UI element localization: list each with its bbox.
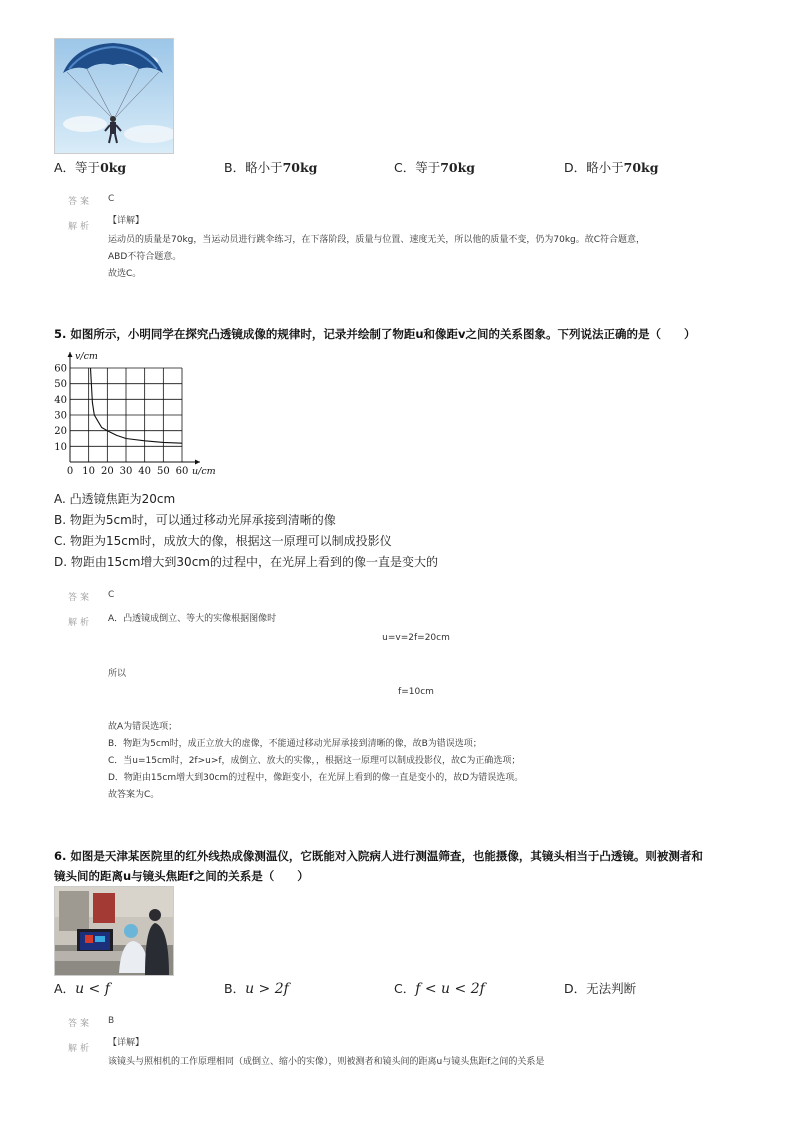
x-tick-label: 20 bbox=[100, 466, 114, 477]
q5-answer-value: C bbox=[108, 590, 115, 600]
q4-explanation bbox=[108, 213, 768, 283]
thermal-camera-photo bbox=[54, 886, 174, 976]
q5-stem: 5. 如图所示，小明同学在探究凸透镜成像的规律时，记录并绘制了物距u和像距v之间的关系图象。下列说法正确的是（ ） bbox=[54, 327, 696, 341]
q4-explain-line: 【详解】 bbox=[108, 216, 145, 226]
x-tick-label: 10 bbox=[82, 466, 96, 477]
q5-option-b[interactable]: B. 物距为5cm时，可以通过移动光屏承接到清晰的像 bbox=[54, 513, 336, 527]
q5-option-c[interactable]: C. 物距为15cm时，成放大的像，根据这一原理可以制成投影仪 bbox=[54, 534, 392, 548]
q4-explain-line: 运动员的质量是70kg，当运动员进行跳伞练习，在下落阶段，质量与位置、速度无关，所以他的质量不变，仍为70kg。故C符合题意， bbox=[108, 235, 646, 245]
parachute-photo bbox=[54, 38, 174, 154]
y-tick-label: 30 bbox=[54, 410, 67, 422]
q4-explain-line: ABD不符合题意。 bbox=[108, 252, 182, 262]
x-tick-label: 30 bbox=[119, 466, 133, 477]
parachute-illustration bbox=[55, 39, 173, 153]
q6-explain-line: 该镜头与照相机的工作原理相同（成倒立、缩小的实像），则被测者和镜头间的距离u与镜头焦距f之间的关系是 bbox=[108, 1057, 545, 1067]
y-tick-label: 60 bbox=[54, 363, 67, 375]
q6-explanation bbox=[108, 1035, 768, 1071]
y-tick-label: 40 bbox=[54, 394, 67, 406]
x-tick-label: 0 bbox=[66, 466, 74, 477]
q5-explain-line: B．物距为5cm时，成正立放大的虚像，不能通过移动光屏承接到清晰的像，故B为错误选项； bbox=[108, 739, 482, 749]
q5-formula-1: u=v=2f=20cm bbox=[382, 633, 450, 643]
q5-explain-line: D．物距由15cm增大到30cm的过程中，像距变小，在光屏上看到的像一直是变小的，故D为错误选项。 bbox=[108, 773, 524, 783]
y-tick-label: 10 bbox=[54, 441, 67, 453]
q5-explain-line: C．当u=15cm时，2f>u>f，成倒立、放大的实像，，根据这一原理可以制成投影仪，故C为正确选项； bbox=[108, 756, 521, 766]
q5-answer-label: 答案 bbox=[68, 593, 93, 603]
q4-answer-label: 答案 bbox=[68, 197, 93, 207]
y-axis-arrow bbox=[68, 352, 73, 357]
x-tick-label: 60 bbox=[175, 466, 189, 477]
q5-explain-a: A．凸透镜成倒立、等大的实像根据图像时 bbox=[108, 614, 277, 624]
q5-formula-2: f=10cm bbox=[398, 687, 434, 697]
q4-option-c[interactable]: C．等于70kg bbox=[394, 160, 476, 175]
uv-chart bbox=[54, 348, 222, 480]
x-tick-label: 40 bbox=[138, 466, 152, 477]
q4-option-d[interactable]: D．略小于70kg bbox=[564, 160, 659, 175]
x-tick-label: 50 bbox=[156, 466, 170, 477]
q6-option-a[interactable]: A．u < f bbox=[54, 981, 110, 997]
q5-option-d[interactable]: D. 物距由15cm增大到30cm的过程中，在光屏上看到的像一直是变大的 bbox=[54, 555, 438, 569]
q5-explain-label: 解析 bbox=[68, 618, 93, 628]
q4-option-a[interactable]: A．等于0kg bbox=[54, 160, 127, 175]
q6-explain-label: 解析 bbox=[68, 1044, 93, 1054]
y-axis-label: v/cm bbox=[75, 351, 98, 362]
q5-explain-line: 故A为错误选项； bbox=[108, 722, 178, 732]
x-axis-label: u/cm bbox=[192, 466, 216, 477]
q6-option-d[interactable]: D．无法判断 bbox=[564, 981, 637, 996]
q6-stem-line-1: 6. 如图是天津某医院里的红外线热成像测温仪，它既能对入院病人进行测温筛查，也能摄像，其镜头相当于凸透镜。则被测者和 bbox=[54, 849, 703, 863]
y-tick-label: 50 bbox=[54, 379, 67, 391]
q5-explanation-rest bbox=[108, 719, 768, 804]
thermal-camera-illustration bbox=[55, 887, 173, 975]
q5-explain-line: 故答案为C。 bbox=[108, 790, 160, 800]
q6-stem-line-2: 镜头间的距离u与镜头焦距f之间的关系是（ ） bbox=[54, 869, 309, 883]
y-tick-label: 20 bbox=[54, 426, 67, 438]
q4-explain-line: 故选C。 bbox=[108, 269, 142, 279]
q6-explain-line: 【详解】 bbox=[108, 1038, 145, 1048]
q5-option-a[interactable]: A. 凸透镜焦距为20cm bbox=[54, 492, 176, 506]
q6-option-c[interactable]: C．f < u < 2f bbox=[394, 981, 485, 997]
q6-option-b[interactable]: B．u > 2f bbox=[224, 981, 289, 997]
q4-answer-value: C bbox=[108, 194, 115, 204]
q5-suoyi: 所以 bbox=[108, 669, 127, 679]
q6-answer-value: B bbox=[108, 1016, 115, 1026]
x-axis-arrow bbox=[195, 460, 200, 465]
q4-explain-label: 解析 bbox=[68, 222, 93, 232]
q4-option-b[interactable]: B．略小于70kg bbox=[224, 160, 318, 175]
uv-curve bbox=[91, 368, 183, 443]
uv-chart-svg bbox=[54, 348, 222, 480]
q6-answer-label: 答案 bbox=[68, 1019, 93, 1029]
